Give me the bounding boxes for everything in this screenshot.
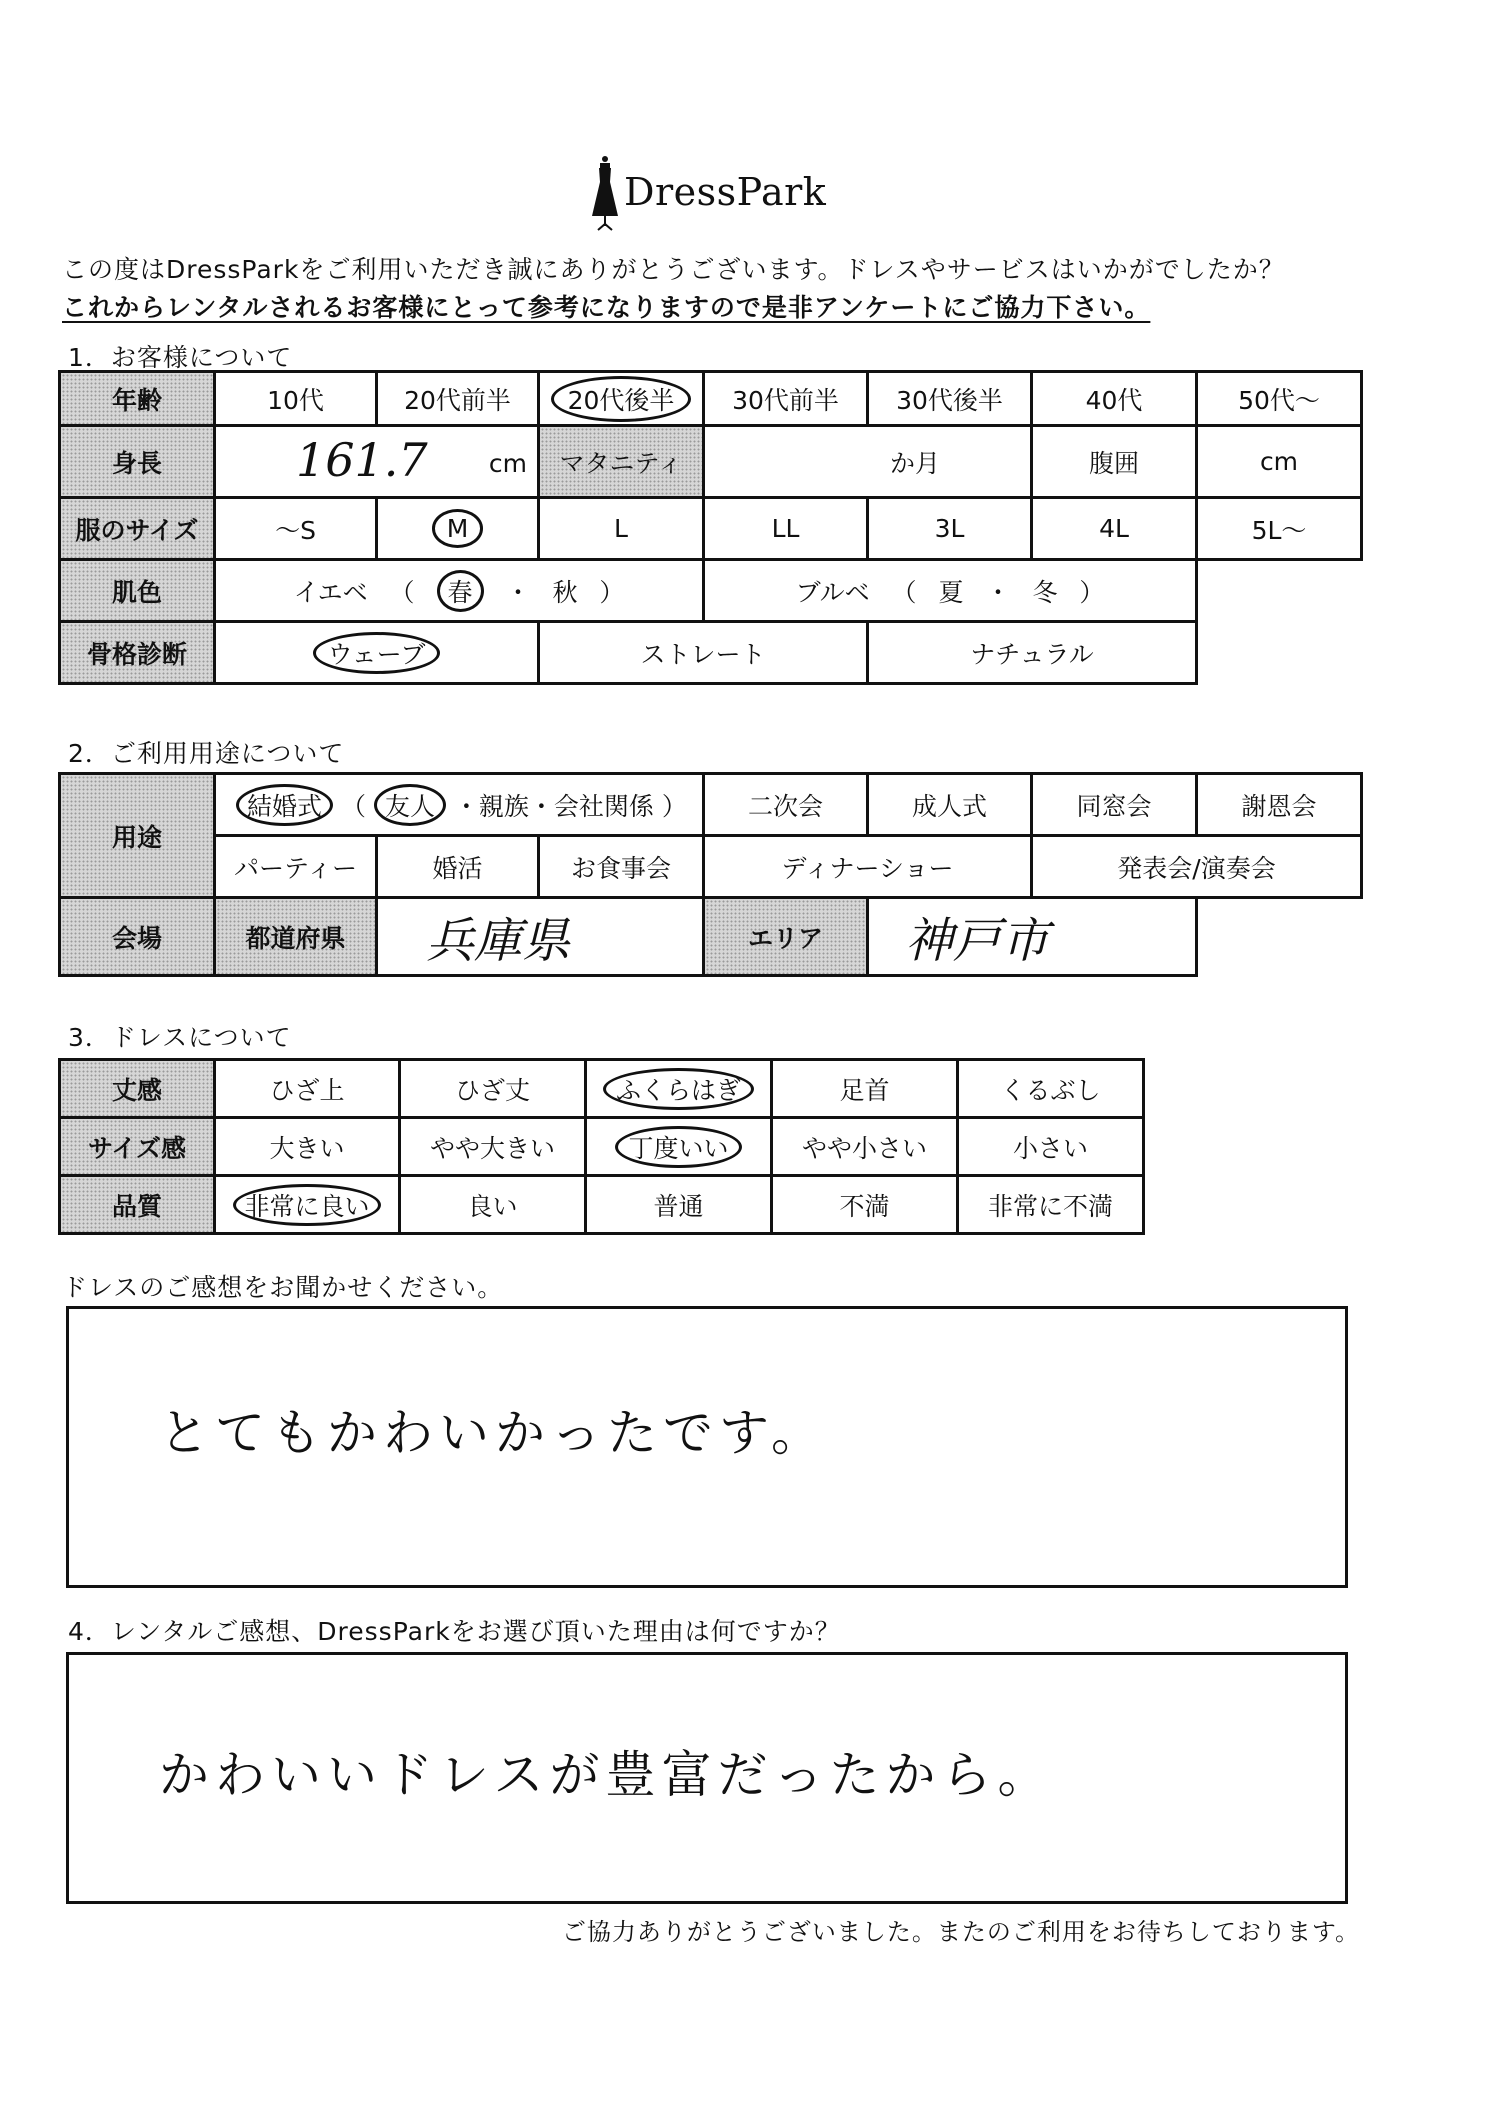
length-option[interactable]: ひざ丈 [400,1060,586,1118]
purpose-option[interactable]: 謝恩会 [1197,774,1362,836]
height-row [60,426,1362,498]
skin-winter: 冬 [1032,577,1058,607]
paren-close: ） [599,577,625,607]
wedding-selected-mark: 結婚式 [236,784,333,826]
friend-selected-mark: 友人 [374,784,446,826]
prefecture-value: 兵庫県 [426,913,571,969]
quality-option[interactable]: 非常に不満 [958,1176,1144,1234]
size-option[interactable]: ～S [215,498,377,560]
fit-row [60,1118,1144,1176]
length-option[interactable]: 足首 [772,1060,958,1118]
logo-text: DressPark [624,170,827,214]
height-label: 身長 [60,426,215,498]
paren-open: （ [891,577,917,607]
fit-selected-mark: 丁度いい [615,1126,741,1168]
maternity-label: マタニティ [539,426,704,498]
section-4-title: 4．レンタルご感想、DressParkをお選び頂いた理由は何ですか？ [68,1617,841,1646]
quality-option-selected[interactable] [215,1176,400,1234]
age-option-selected[interactable] [539,372,704,426]
paren-close: ） [1079,577,1105,607]
separator-dot: ・ [505,577,531,607]
size-label: 服のサイズ [60,498,215,560]
waist-label: 腹囲 [1032,426,1197,498]
purpose-wedding-group[interactable] [215,774,704,836]
quality-label: 品質 [60,1176,215,1234]
section-2-title: 2．ご利用用途について [68,739,345,768]
length-selected-mark: ふくらはぎ [603,1068,754,1110]
purpose-option[interactable]: 同窓会 [1032,774,1197,836]
prefecture-label: 都道府県 [215,898,377,976]
quality-selected-mark: 非常に良い [233,1184,380,1226]
reason-comment-text: かわいいドレスが豊富だったから。 [159,1746,1054,1804]
size-option[interactable]: 5L～ [1197,498,1362,560]
quality-option[interactable]: 良い [400,1176,586,1234]
skin-autumn: 秋 [552,577,578,607]
frame-row [60,622,1362,684]
area-label: エリア [704,898,868,976]
fit-label: サイズ感 [60,1118,215,1176]
purpose-option[interactable]: 二次会 [704,774,868,836]
paren-open: （ [340,791,366,821]
height-value: 161.7 [296,433,428,487]
size-selected-mark: M [432,509,484,548]
venue-label: 会場 [60,898,215,976]
fit-option-selected[interactable] [586,1118,772,1176]
purpose-label: 用途 [60,774,215,898]
fit-option[interactable]: 小さい [958,1118,1144,1176]
quality-option[interactable]: 不満 [772,1176,958,1234]
intro-line-1: この度はDressParkをご利用いただき誠にありがとうございます。ドレスやサービスはいかがでしたか？ [62,255,1285,284]
fit-option[interactable]: やや大きい [400,1118,586,1176]
age-label: 年齢 [60,372,215,426]
maternity-months[interactable]: か月 [704,426,1032,498]
age-selected-mark: 20代後半 [551,376,692,422]
size-option[interactable]: 3L [868,498,1032,560]
purpose-option[interactable]: 発表会/演奏会 [1032,836,1362,898]
section-1-title: 1．お客様について [68,343,293,372]
age-row [60,372,1362,426]
height-unit: cm [488,449,527,478]
length-row [60,1060,1144,1118]
skin-yellow-group[interactable] [215,560,704,622]
size-option[interactable]: LL [704,498,868,560]
length-option-selected[interactable] [586,1060,772,1118]
purpose-option[interactable]: 婚活 [377,836,539,898]
height-field[interactable] [215,426,539,498]
usage-table [58,772,1363,977]
venue-row [60,898,1362,976]
reason-comment-box[interactable] [66,1652,1348,1904]
age-option[interactable]: 20代前半 [377,372,539,426]
purpose-option[interactable]: お食事会 [539,836,704,898]
waist-unit[interactable]: cm [1197,426,1362,498]
frame-selected-mark: ウェーブ [313,632,441,674]
separator-dot: ・ [985,577,1011,607]
purpose-row-2 [60,836,1362,898]
size-option-selected[interactable] [377,498,539,560]
frame-option[interactable]: ナチュラル [868,622,1197,684]
purpose-option[interactable]: パーティー [215,836,377,898]
dresspark-logo [590,150,830,260]
dress-table [58,1058,1145,1235]
length-label: 丈感 [60,1060,215,1118]
age-option[interactable]: 10代 [215,372,377,426]
size-option[interactable]: L [539,498,704,560]
area-value: 神戸市 [905,913,1050,969]
quality-option[interactable]: 普通 [586,1176,772,1234]
length-option[interactable]: くるぶし [958,1060,1144,1118]
age-option[interactable]: 30代前半 [704,372,868,426]
skin-yellow-label: イエベ [293,577,368,607]
wedding-other-options: ・親族・会社関係 ） [453,791,687,821]
quality-row [60,1176,1144,1234]
frame-label: 骨格診断 [60,622,215,684]
age-option[interactable]: 50代～ [1197,372,1362,426]
skin-blue-label: ブルベ [795,577,870,607]
frame-option-selected[interactable] [215,622,539,684]
skin-spring-selected: 春 [437,570,484,612]
fit-option[interactable]: 大きい [215,1118,400,1176]
dress-comment-text: とてもかわいかったです。 [159,1404,827,1462]
dress-comment-title: ドレスのご感想をお聞かせください。 [62,1273,504,1302]
size-row [60,498,1362,560]
size-option[interactable]: 4L [1032,498,1197,560]
age-option[interactable]: 30代後半 [868,372,1032,426]
intro-line-2: これからレンタルされるお客様にとって参考になりますので是非アンケートにご協力下さい。 [62,293,1151,322]
purpose-row-1 [60,774,1362,836]
dress-icon [590,154,620,234]
fit-option[interactable]: やや小さい [772,1118,958,1176]
skin-blue-group[interactable] [704,560,1197,622]
skin-row [60,560,1362,622]
skin-label: 肌色 [60,560,215,622]
prefecture-field[interactable] [377,898,704,976]
paren-open: （ [389,577,415,607]
purpose-option[interactable]: 成人式 [868,774,1032,836]
dress-comment-box[interactable] [66,1306,1348,1588]
skin-summer: 夏 [938,577,964,607]
section-3-title: 3．ドレスについて [68,1023,292,1052]
area-field[interactable] [868,898,1197,976]
purpose-option[interactable]: ディナーショー [704,836,1032,898]
footer-thanks: ご協力ありがとうございました。またのご利用をお待ちしております。 [561,1918,1360,1946]
length-option[interactable]: ひざ上 [215,1060,400,1118]
frame-option[interactable]: ストレート [539,622,868,684]
age-option[interactable]: 40代 [1032,372,1197,426]
customer-table [58,370,1363,685]
